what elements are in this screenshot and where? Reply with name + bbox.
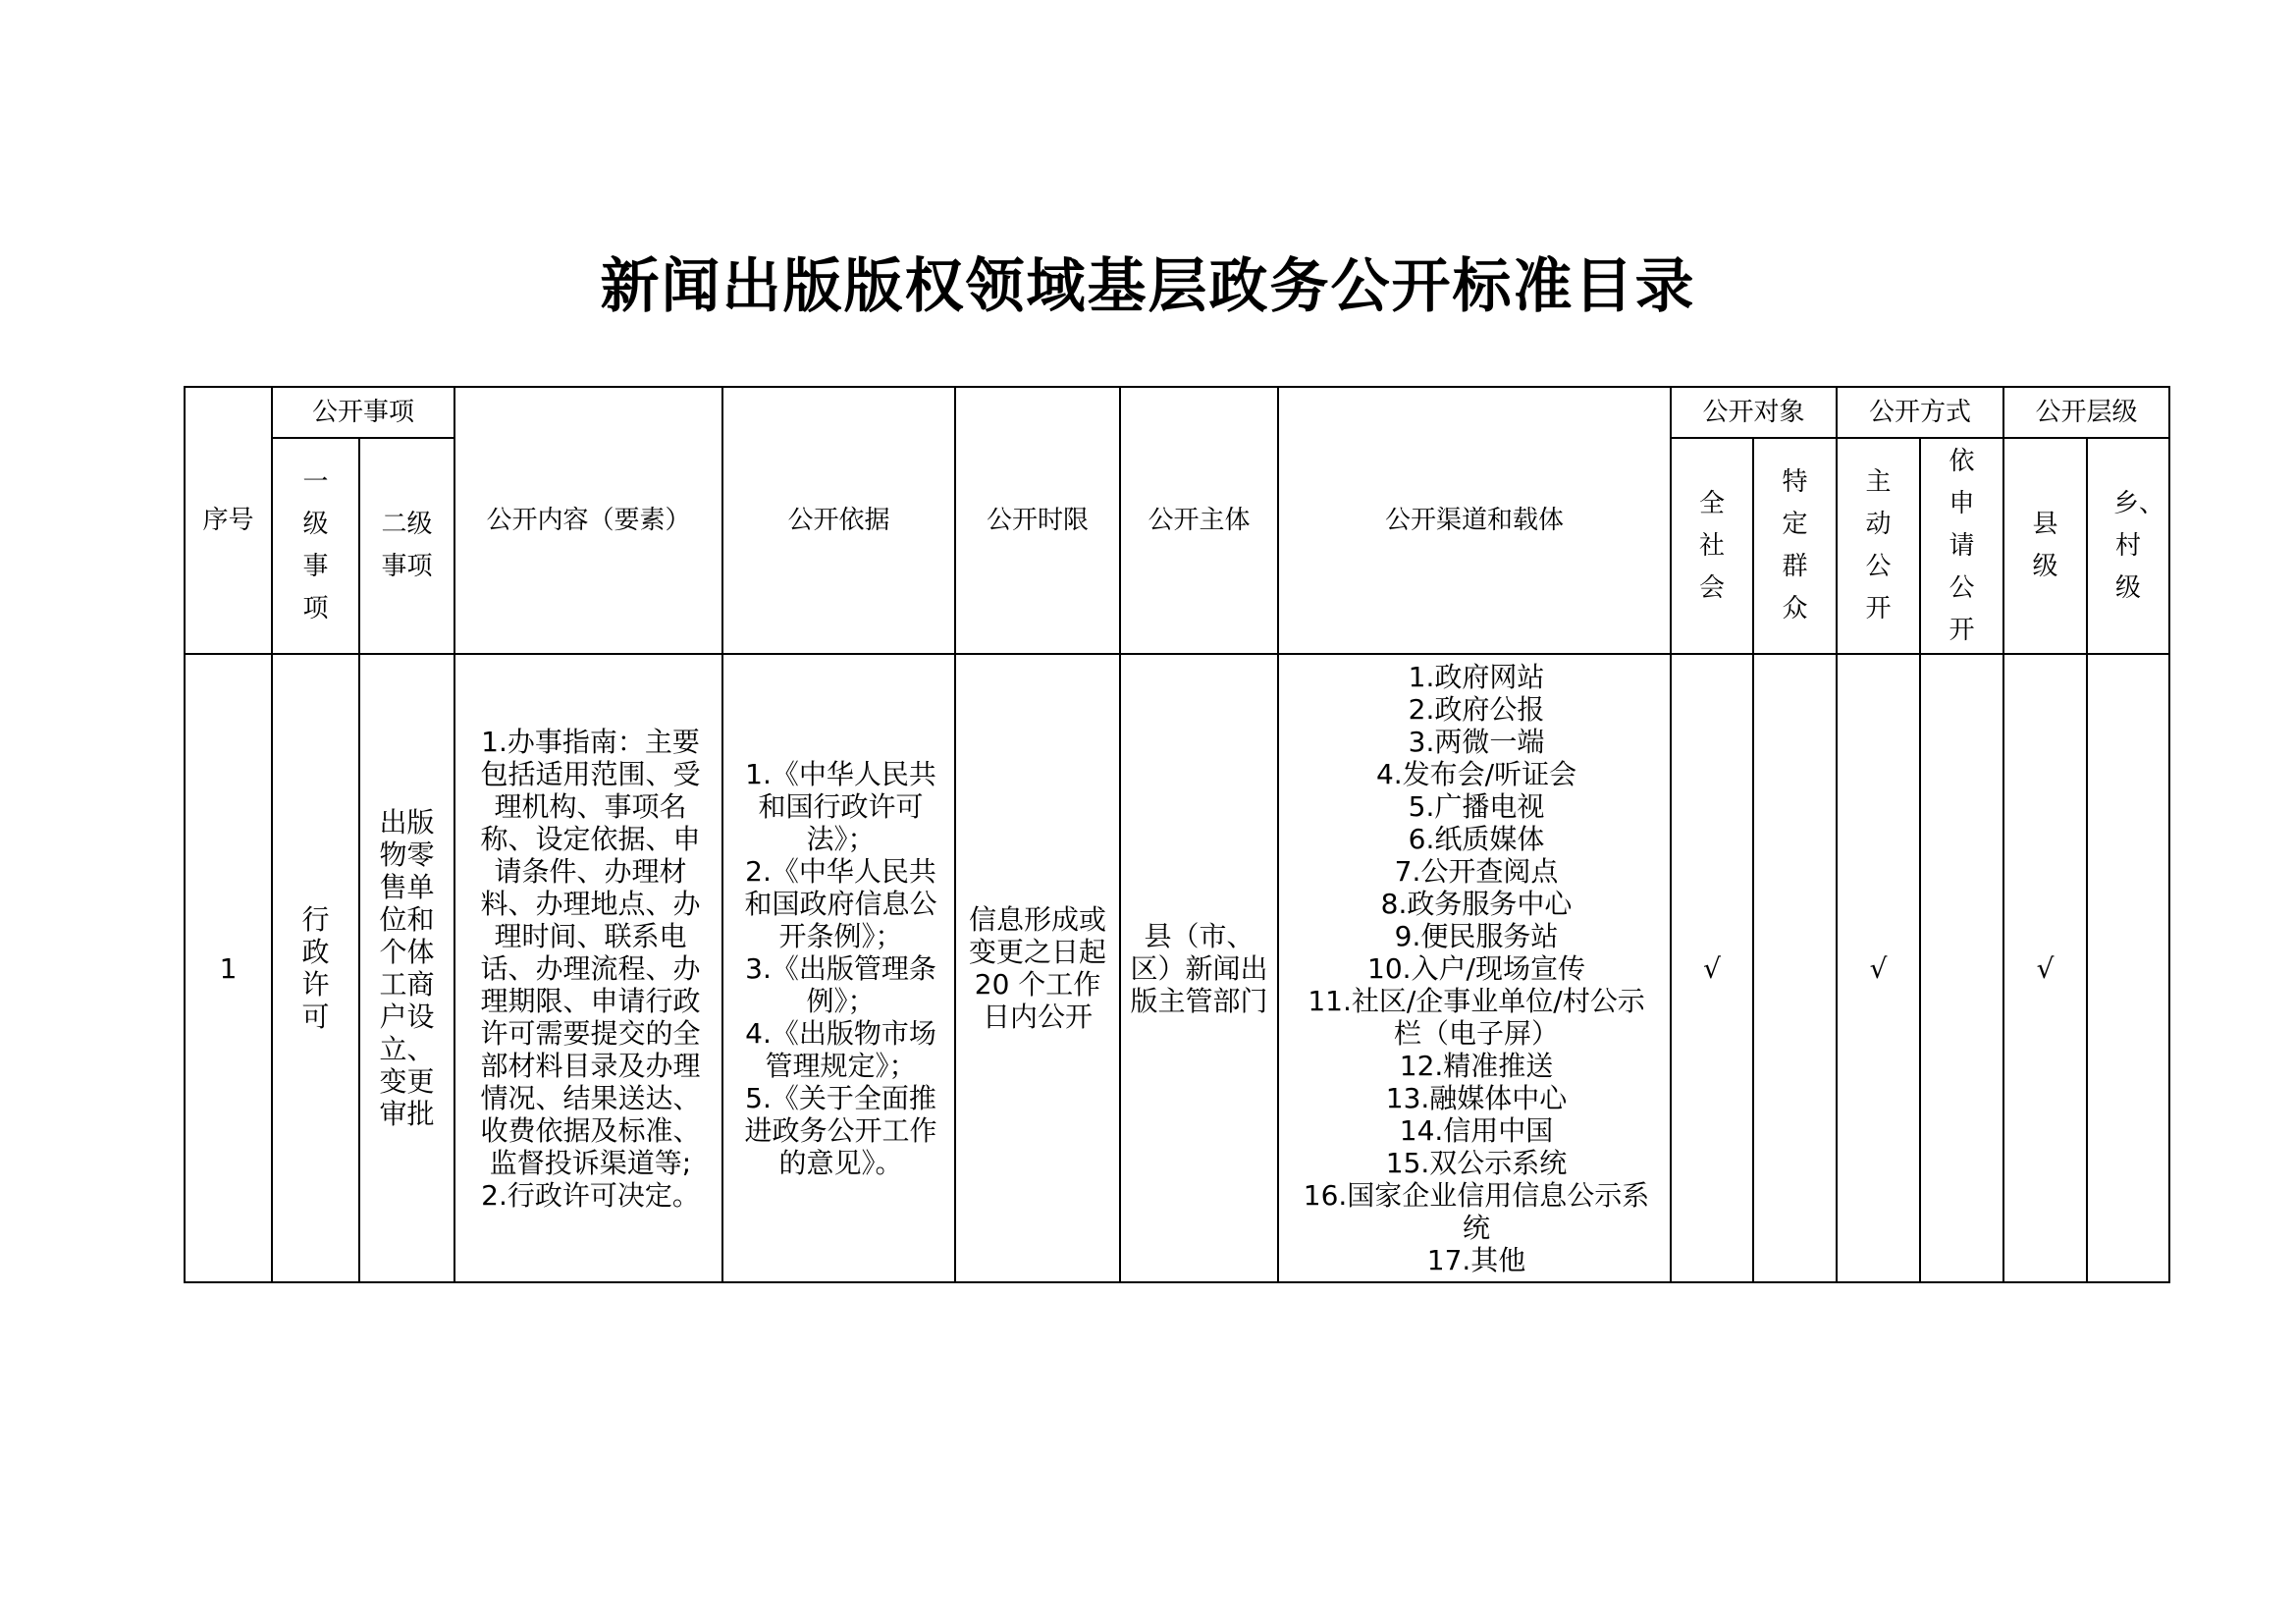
header-deadline: 公开时限 (955, 387, 1120, 654)
page-title: 新闻出版版权领域基层政务公开标准目录 (600, 252, 1696, 321)
row-channels (1278, 654, 1671, 1282)
row-serial: 1 (185, 654, 272, 1282)
header-target-specific: 特定群众 (1782, 467, 1808, 623)
row-level1-cell (272, 654, 359, 1282)
header-serial: 序号 (185, 387, 272, 654)
header-level-county: 县级 (2032, 510, 2058, 581)
list-item: 10.入户/现场宣传 (1367, 951, 1585, 985)
row-basis (722, 654, 955, 1282)
header-mode-active: 主动公开 (1865, 467, 1892, 623)
row-level2: 出版物零售单位和个体工商户设立、变更审批 (379, 806, 435, 1130)
list-item: 11.社区/企事业单位/村公示栏（电子屏） (1308, 984, 1645, 1050)
header-mode-request-cell (1920, 438, 2003, 654)
header-level-county-cell (2003, 438, 2087, 654)
header-level1-cell (272, 438, 359, 654)
list-item: 17.其他 (1426, 1243, 1526, 1276)
list-item: 5.广播电视 (1408, 789, 1545, 823)
list-item: 14.信用中国 (1399, 1113, 1554, 1147)
list-item: 6.纸质媒体 (1408, 822, 1545, 855)
list-item: 13.融媒体中心 (1385, 1081, 1568, 1114)
header-target-all-cell (1671, 438, 1753, 654)
header-level2-cell (359, 438, 454, 654)
header-level2: 二级事项 (381, 510, 433, 581)
row-mode-request (1920, 654, 2003, 1282)
header-level1: 一级事项 (302, 467, 329, 623)
row-level-town (2087, 654, 2169, 1282)
header-items-group: 公开事项 (272, 387, 454, 438)
row-mode-active: √ (1837, 654, 1920, 1282)
header-mode-active-cell (1837, 438, 1920, 654)
row-level2-cell (359, 654, 454, 1282)
header-mode-group: 公开方式 (1837, 387, 2003, 438)
header-level-town: 乡、村级 (2113, 488, 2165, 603)
channels-list (1295, 661, 1658, 1276)
row-basis-text: 1.《中华人民共和国行政许可法》； 2.《中华人民共和国政府信息公开条例》； 3.《出版管理条例》； 4.《出版物市场管理规定》； 5.《关于全面推进政务公开工作的意见》。 (744, 757, 937, 1179)
header-target-specific-cell (1753, 438, 1837, 654)
list-item: 15.双公示系统 (1385, 1146, 1568, 1179)
row-target-specific (1753, 654, 1837, 1282)
header-subject: 公开主体 (1120, 387, 1278, 654)
header-level-group: 公开层级 (2003, 387, 2169, 438)
list-item: 4.发布会/听证会 (1375, 757, 1577, 790)
row-content-text: 1.办事指南：主要包括适用范围、受理机构、事项名称、设定依据、申请条件、办理材料、办理地点、办理时间、联系电话、办理流程、办理期限、申请行政许可需要提交的全部材料目录及办理情况、结果送达、收费依据及标准、监督投诉渠道等; 2.行政许可决定。 (480, 725, 701, 1212)
header-basis: 公开依据 (722, 387, 955, 654)
header-row-1 (185, 387, 2169, 438)
list-item: 1.政府网站 (1408, 660, 1545, 693)
row-level1: 行政许可 (301, 903, 330, 1033)
header-level-town-cell (2087, 438, 2169, 654)
header-channels: 公开渠道和载体 (1278, 387, 1671, 654)
catalog-table (184, 386, 2170, 1283)
row-subject: 县（市、区）新闻出版主管部门 (1120, 654, 1278, 1282)
list-item: 8.政务服务中心 (1380, 887, 1573, 920)
list-item: 9.便民服务站 (1394, 919, 1559, 952)
row-content (454, 654, 722, 1282)
list-item: 7.公开查阅点 (1394, 854, 1559, 888)
row-level-county: √ (2003, 654, 2087, 1282)
list-item: 3.两微一端 (1408, 725, 1545, 758)
list-item: 2.政府公报 (1408, 692, 1545, 726)
header-mode-request: 依申请公开 (1949, 446, 1975, 645)
list-item: 16.国家企业信用信息公示系统 (1303, 1178, 1650, 1244)
list-item: 12.精准推送 (1399, 1049, 1554, 1082)
header-target-all: 全社会 (1699, 488, 1726, 603)
row-deadline: 信息形成或变更之日起 20 个工作日内公开 (955, 654, 1120, 1282)
table-row (185, 654, 2169, 1282)
row-target-all: √ (1671, 654, 1753, 1282)
header-content: 公开内容（要素） (454, 387, 722, 654)
header-target-group: 公开对象 (1671, 387, 1837, 438)
